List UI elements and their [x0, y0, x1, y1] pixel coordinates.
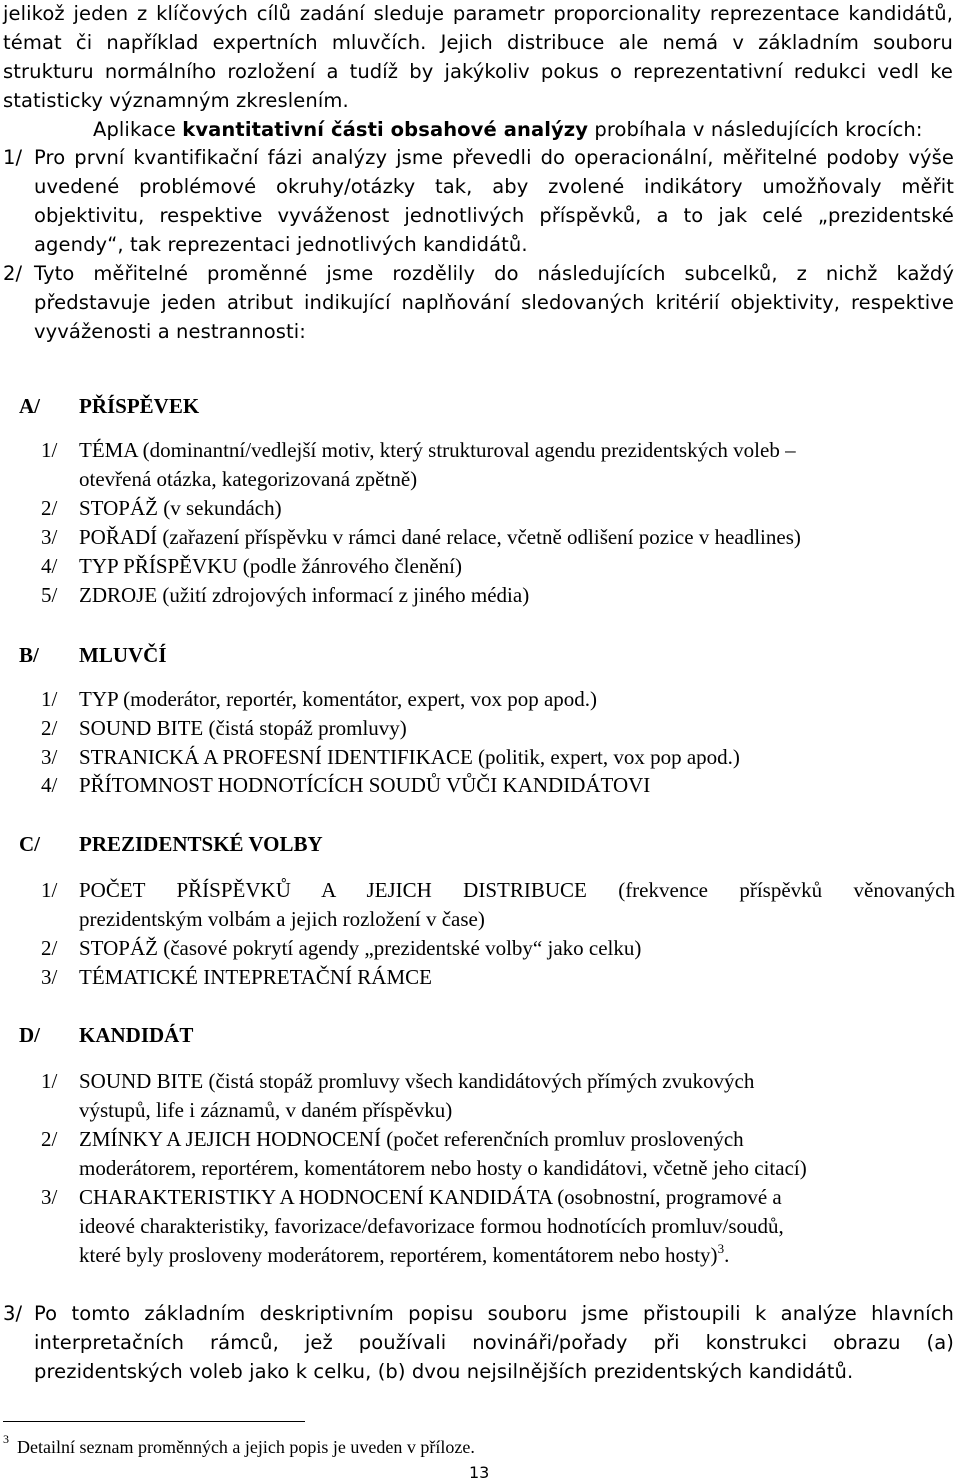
- step-1-number: 1/: [3, 146, 23, 169]
- section-a-item-5-number: 5/: [41, 583, 58, 607]
- section-a-item-1-line-2: otevřená otázka, kategorizovaná zpětně): [79, 467, 418, 491]
- section-d-title: KANDIDÁT: [79, 1023, 194, 1047]
- section-c-item-1-number: 1/: [41, 878, 58, 902]
- section-d-item-1-line-1: SOUND BITE (čistá stopáž promluvy všech kandidátových přímých zvukových: [79, 1069, 755, 1093]
- section-c-letter: C/: [19, 832, 40, 856]
- section-b-item-2: SOUND BITE (čistá stopáž promluvy): [79, 716, 407, 740]
- aplikace-post: probíhala v následujících krocích:: [588, 118, 923, 141]
- section-d-item-2-number: 2/: [41, 1127, 58, 1151]
- section-b-item-1: TYP (moderátor, reportér, komentátor, expert, vox pop apod.): [79, 687, 598, 711]
- section-a-item-2: STOPÁŽ (v sekundách): [79, 496, 282, 520]
- intro-line-4: statisticky významným zkreslením.: [3, 89, 349, 112]
- section-a-item-1-number: 1/: [41, 438, 58, 462]
- section-b-title: MLUVČÍ: [79, 643, 167, 667]
- section-b-item-3-number: 3/: [41, 745, 58, 769]
- section-d-item-2-line-1: ZMÍNKY A JEJICH HODNOCENÍ (počet referenčních promluv proslovených: [79, 1127, 744, 1151]
- section-b-item-4: PŘÍTOMNOST HODNOTÍCÍCH SOUDŮ VŮČI KANDIDÁTOVI: [79, 773, 651, 797]
- step-2-line-2: představuje jeden atribut indikující naplňování sledovaných kritérií objektivity, respektive: [34, 291, 954, 314]
- step-1-line-3: objektivitu, respektive vyváženost jednotlivých příspěvků, a to jak celé „prezidentské: [34, 204, 954, 227]
- section-c-item-1-line-2: prezidentským volbám a jejich rozložení v čase): [79, 907, 485, 931]
- section-a-title: PŘÍSPĚVEK: [79, 394, 200, 418]
- section-c-item-3-number: 3/: [41, 965, 58, 989]
- section-d-item-1-line-2: výstupů, life i záznamů, v daném příspěvku): [79, 1098, 453, 1122]
- section-b-item-2-number: 2/: [41, 716, 58, 740]
- section-d-item-3-line-1: CHARAKTERISTIKY A HODNOCENÍ KANDIDÁTA (osobnostní, programové a: [79, 1185, 782, 1209]
- section-a-letter: A/: [19, 394, 40, 418]
- section-d-item-3-line-3-end: .: [724, 1243, 730, 1267]
- section-d-item-3-number: 3/: [41, 1185, 58, 1209]
- intro-line-2: témat či například expertních mluvčích. Jejich distribuce ale nemá v základním souboru: [3, 31, 953, 54]
- section-a-item-3-number: 3/: [41, 525, 58, 549]
- section-b-item-1-number: 1/: [41, 687, 58, 711]
- step-3-line-1: Po tomto základním deskriptivním popisu souboru jsme přistoupili k analýze hlavních: [34, 1302, 954, 1325]
- section-c-item-2-number: 2/: [41, 936, 58, 960]
- section-a-item-1-line-1: TÉMA (dominantní/vedlejší motiv, který strukturoval agendu prezidentských voleb –: [79, 438, 796, 462]
- section-c-title: PREZIDENTSKÉ VOLBY: [79, 832, 323, 856]
- intro-line-1: jelikož jeden z klíčových cílů zadání sleduje parametr proporcionality reprezentace kandidátů,: [3, 2, 953, 25]
- section-b-letter: B/: [19, 643, 39, 667]
- step-1-line-4: agendy“, tak reprezentaci jednotlivých kandidátů.: [34, 233, 528, 256]
- section-d-letter: D/: [19, 1023, 40, 1047]
- intro-line-3: strukturu normálního rozložení a tudíž by jakýkoliv pokus o reprezentativní redukci vedl ke: [3, 60, 953, 83]
- step-2-line-3: vyváženosti a nestrannosti:: [34, 320, 306, 343]
- step-1-line-1: Pro první kvantifikační fázi analýzy jsme převedli do operacionální, měřitelné podoby výše: [34, 146, 954, 169]
- section-c-item-2: STOPÁŽ (časové pokrytí agendy „prezidentské volby“ jako celku): [79, 936, 642, 960]
- page-number: 13: [469, 1463, 490, 1482]
- aplikace-bold: kvantitativní části obsahové analýzy: [182, 118, 589, 141]
- section-a-item-4: TYP PŘÍSPĚVKU (podle žánrového členění): [79, 554, 462, 578]
- aplikace-line: [93, 120, 923, 140]
- footnote-divider: [3, 1421, 305, 1422]
- section-d-item-3-line-3-text: které byly prosloveny moderátorem, reportérem, komentátorem nebo hosty): [79, 1243, 718, 1267]
- section-d-item-1-number: 1/: [41, 1069, 58, 1093]
- step-1-line-2: uvedené problémové okruhy/otázky tak, aby zvolené indikátory umožňovaly měřit: [34, 175, 954, 198]
- section-c-item-1-line-1: POČET PŘÍSPĚVKŮ A JEJICH DISTRIBUCE (frekvence příspěvků věnovaných: [79, 878, 955, 902]
- section-b-item-3: STRANICKÁ A PROFESNÍ IDENTIFIKACE (politik, expert, vox pop apod.): [79, 745, 740, 769]
- footnote-text: Detailní seznam proměnných a jejich popis je uveden v příloze.: [17, 1437, 475, 1457]
- aplikace-pre: Aplikace: [93, 118, 183, 141]
- step-3-line-2: interpretačních rámců, jež používali novináři/pořady při konstrukci obrazu (a): [34, 1331, 954, 1354]
- section-d-item-3-line-3: [79, 1241, 730, 1267]
- step-3-line-3: prezidentských voleb jako k celku, (b) dvou nejsilnějších prezidentských kandidátů.: [34, 1360, 854, 1383]
- footnote-number: 3: [3, 1432, 9, 1446]
- section-d-item-3-line-2: ideové charakteristiky, favorizace/defavorizace formou hodnotících promluv/soudů,: [79, 1214, 784, 1238]
- section-a-item-4-number: 4/: [41, 554, 58, 578]
- step-2-line-1: Tyto měřitelné proměnné jsme rozdělily do následujících subcelků, z nichž každý: [34, 262, 954, 285]
- footnote-ref[interactable]: 3: [717, 1241, 725, 1256]
- section-a-item-3: POŘADÍ (zařazení příspěvku v rámci dané relace, včetně odlišení pozice v headlines): [79, 525, 801, 549]
- section-a-item-2-number: 2/: [41, 496, 58, 520]
- step-2-number: 2/: [3, 262, 23, 285]
- section-b-item-4-number: 4/: [41, 773, 58, 797]
- section-a-item-5: ZDROJE (užití zdrojových informací z jiného média): [79, 583, 530, 607]
- step-3-number: 3/: [3, 1302, 23, 1325]
- section-c-item-3: TÉMATICKÉ INTEPRETAČNÍ RÁMCE: [79, 965, 432, 989]
- section-d-item-2-line-2: moderátorem, reportérem, komentátorem nebo hosty o kandidátovi, včetně jeho citací): [79, 1156, 807, 1180]
